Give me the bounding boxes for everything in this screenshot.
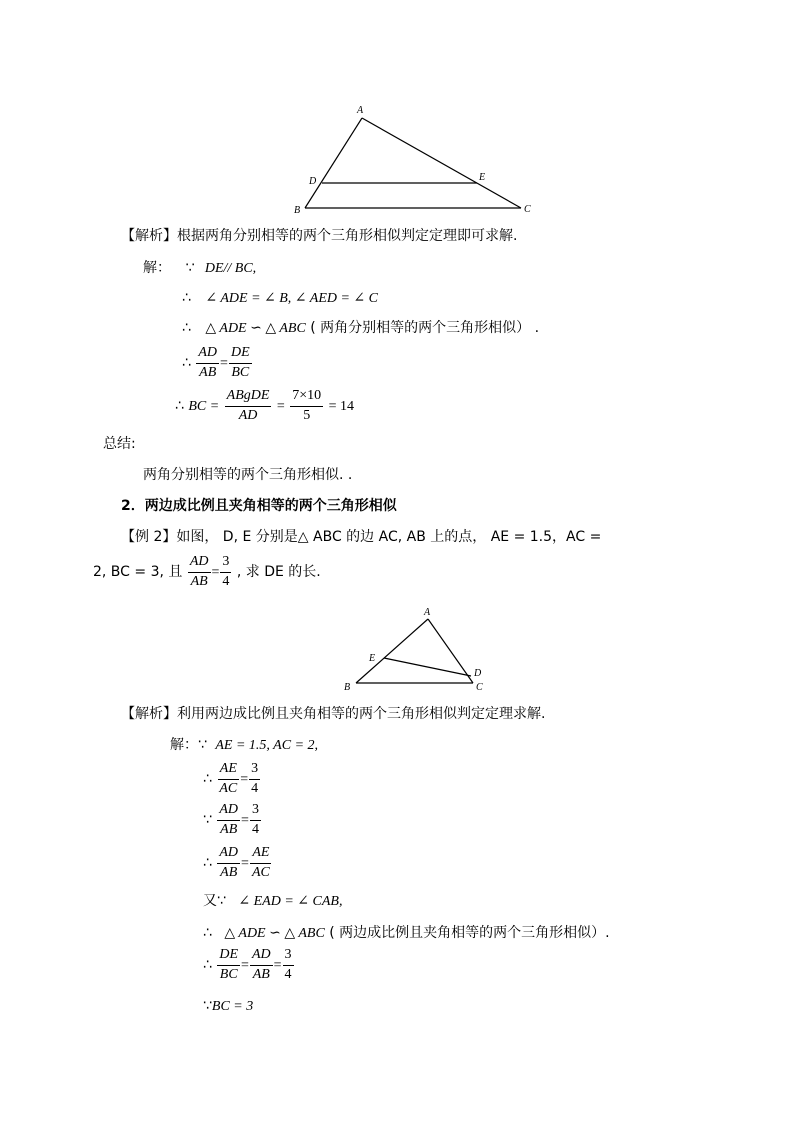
solution-2-line-5	[203, 894, 342, 909]
solution-2-line-8	[203, 999, 253, 1014]
solution-1-line-2	[182, 291, 378, 306]
vertex-label-b: B	[294, 205, 301, 216]
summary-label: 总结:	[103, 436, 136, 452]
triangle-figure-2	[340, 603, 490, 695]
therefore-symbol: ∴	[175, 398, 184, 415]
fraction: $\frac{AD}{AB}$	[219, 845, 239, 880]
vertex-label-d: D	[474, 668, 482, 679]
vertex-label-c: C	[476, 682, 483, 693]
statement: △ ADE ∽ △ ABC	[205, 321, 306, 336]
side-ac	[428, 619, 473, 683]
fraction: $\frac{AE}{AC}$	[251, 845, 270, 880]
fraction: $\frac{3}{4}$	[284, 947, 292, 982]
solution-2-line-7: ∴ $\frac{DE}{BC}$ = $\frac{AD}{AB}$ = $\frac{3}{4}$	[203, 947, 292, 982]
solution-2-line-4: ∴ $\frac{AD}{AB}$ = $\frac{AE}{AC}$	[203, 845, 270, 880]
therefore-symbol: ∴	[182, 355, 191, 372]
analysis-tag: 【解析】	[121, 228, 177, 244]
therefore-symbol: ∴	[182, 290, 191, 306]
fraction: $\frac{3}{4}$	[251, 802, 259, 837]
vertex-label-c: C	[524, 204, 531, 215]
analysis-text: 利用两边成比例且夹角相等的两个三角形相似判定定理求解.	[177, 706, 546, 722]
result: = 14	[328, 399, 355, 415]
therefore-symbol: ∴	[203, 855, 212, 872]
fraction: $\frac{AE}{AC}$	[219, 761, 238, 796]
because-symbol: ∵	[185, 260, 195, 276]
analysis-tag: 【解析】	[121, 706, 177, 722]
example-text: , 求 DE 的长.	[236, 564, 321, 581]
fraction: $\frac{AD}{AB}$	[251, 947, 271, 982]
example-tag: 【例 2】	[121, 529, 177, 545]
statement: ∠ EAD = ∠ CAB,	[238, 894, 343, 909]
analysis-2	[121, 707, 545, 721]
therefore-symbol: ∴	[203, 925, 212, 941]
fraction: $\frac{7\times 10}{5}$	[292, 388, 322, 423]
solution-1-line-5: ∴ BC = $\frac{\text{ABgDE}}{AD}$ = $\frac{7\times 10}{5}$ = 14	[175, 388, 355, 423]
because-symbol: ∵	[203, 998, 212, 1014]
fraction: $\frac{\text{ABgDE}}{AD}$	[226, 388, 270, 423]
example-text: 2, BC = 3, 且	[93, 564, 183, 581]
statement: ∠ ADE = ∠ B, ∠ AED = ∠ C	[205, 291, 379, 306]
solution-1-line-1	[143, 261, 256, 276]
also-because: 又∵	[203, 893, 226, 909]
solution-2-line-2: ∴ $\frac{AE}{AC}$ = $\frac{3}{4}$	[203, 761, 259, 796]
because-symbol: ∵	[198, 737, 207, 753]
section-heading: 2．两边成比例且夹角相等的两个三角形相似	[121, 498, 397, 514]
fraction: $\frac{DE}{BC}$	[219, 947, 239, 982]
therefore-symbol: ∴	[203, 771, 212, 788]
solution-2-line-3: ∵ $\frac{AD}{AB}$ = $\frac{3}{4}$	[203, 802, 259, 837]
example-text: 如图， D, E 分别是△ ABC 的边 AC, AB 上的点， AE = 1.5，AC =	[176, 529, 602, 545]
vertex-label-a: A	[357, 105, 364, 116]
solution-2-line-6	[203, 926, 610, 941]
triangle-figure-1	[290, 100, 540, 218]
analysis-1	[121, 229, 517, 243]
therefore-symbol: ∴	[182, 320, 191, 336]
because-symbol: ∵	[203, 812, 212, 829]
solution-label: 解：	[170, 737, 198, 753]
fraction: $\frac{AD}{AB}$	[189, 554, 209, 589]
side-ac	[362, 118, 521, 208]
fraction: $\frac{3}{4}$	[222, 554, 230, 589]
summary-text: 两角分别相等的两个三角形相似. .	[143, 467, 353, 483]
side-ab	[356, 619, 428, 683]
fraction: $\frac{AD}{AB}$	[219, 802, 239, 837]
statement: DE// BC,	[204, 261, 257, 276]
vertex-label-e: E	[369, 653, 376, 664]
statement: AE = 1.5, AC = 2,	[215, 738, 319, 753]
analysis-text: 根据两角分别相等的两个三角形相似判定定理即可求解.	[177, 228, 518, 244]
statement: BC = 3	[211, 999, 254, 1014]
solution-label: 解：	[143, 260, 171, 276]
therefore-symbol: ∴	[203, 957, 212, 974]
solution-2-line-1	[170, 738, 318, 753]
vertex-label-a: A	[424, 607, 431, 618]
example-2-line-1	[121, 530, 601, 544]
reason: ( 两边成比例且夹角相等的两个三角形相似）.	[329, 925, 610, 941]
vertex-label-e: E	[479, 172, 486, 183]
fraction: $\frac{DE}{BC}$	[230, 345, 250, 380]
reason: ( 两角分别相等的两个三角形相似） .	[310, 320, 540, 336]
vertex-label-d: D	[309, 176, 317, 187]
fraction: $\frac{AD}{AB}$	[198, 345, 218, 380]
side-ab	[305, 118, 362, 208]
solution-1-line-3	[182, 321, 539, 336]
example-2-line-2: 2, BC = 3, 且 $\frac{AD}{AB}$ = $\frac{3}{4}$ , 求 DE 的长.	[93, 554, 321, 589]
solution-1-line-4: ∴ $\frac{AD}{AB}$ = $\frac{DE}{BC}$	[182, 345, 250, 380]
fraction: $\frac{3}{4}$	[251, 761, 259, 796]
vertex-label-b: B	[344, 682, 351, 693]
lhs: BC =	[188, 399, 220, 415]
statement: △ ADE ∽ △ ABC	[224, 926, 325, 941]
